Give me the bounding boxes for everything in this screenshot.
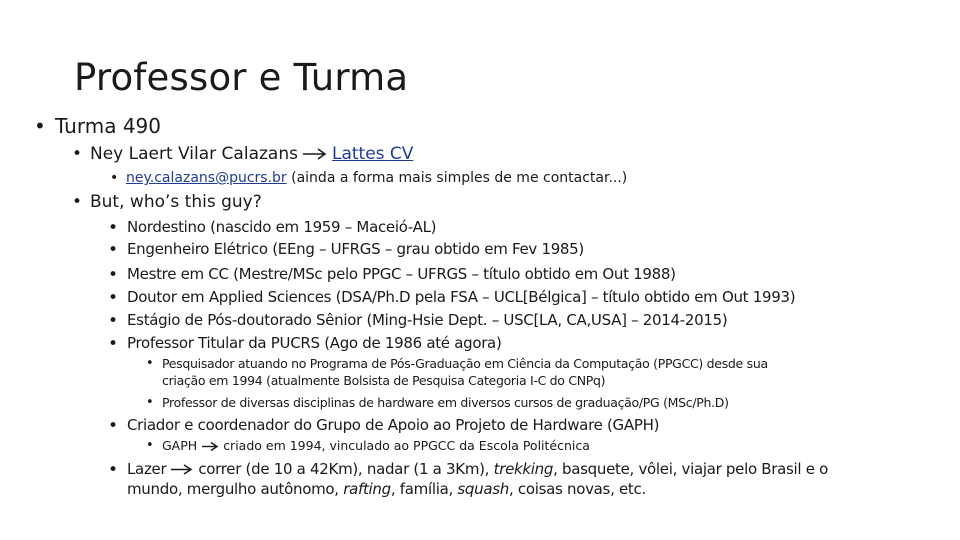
teacher-line <box>90 144 413 164</box>
lazer-text: mundo, mergulho autônomo, <box>127 480 344 498</box>
bullet: • <box>108 334 119 354</box>
bullet: • <box>108 240 119 260</box>
bullet: • <box>108 416 119 436</box>
lazer-squash: squash <box>457 480 509 498</box>
bullet: • <box>146 356 154 371</box>
slide-title: Professor e Turma <box>74 56 409 99</box>
professor-sub-item-continued: criação em 1994 (atualmente Bolsista de Pesquisa Categoria I-C do CNPq) <box>162 373 606 388</box>
bio-item: Mestre em CC (Mestre/MSc pelo PPGC – UFRGS – título obtido em Out 1988) <box>127 265 676 283</box>
bio-item: Nordestino (nascido em 1959 – Maceió-AL) <box>127 218 437 236</box>
bullet: • <box>110 170 119 186</box>
lazer-trekking: trekking <box>493 460 554 478</box>
turma-heading: Turma 490 <box>55 114 161 138</box>
professor-sub-item: Pesquisador atuando no Programa de Pós-Graduação em Ciência da Computação (PPGCC) desde sua <box>162 356 768 371</box>
bio-item: Estágio de Pós-doutorado Sênior (Ming-Hsie Dept. – USC[LA, CA,USA] – 2014-2015) <box>127 311 728 329</box>
bullet: • <box>72 192 83 212</box>
lazer-line-2 <box>127 480 646 498</box>
gaph-description: criado em 1994, vinculado ao PPGCC da Escola Politécnica <box>223 438 590 453</box>
bullet: • <box>146 395 154 410</box>
bullet: • <box>108 218 119 238</box>
teacher-name: Ney Laert Vilar Calazans <box>90 144 298 164</box>
email-link[interactable]: ney.calazans@pucrs.br <box>126 170 287 186</box>
bio-item: Doutor em Applied Sciences (DSA/Ph.D pela FSA – UCL[Bélgica] – título obtido em Out 1993) <box>127 288 796 306</box>
bullet: • <box>108 265 119 285</box>
gaph-label: GAPH <box>162 438 198 453</box>
gaph-sub-item <box>162 438 590 453</box>
professor-sub-item: Professor de diversas disciplinas de hardware em diversos cursos de graduação/PG (MSc/Ph.D) <box>162 395 729 410</box>
bio-item: Professor Titular da PUCRS (Ago de 1986 até agora) <box>127 334 502 352</box>
bullet: • <box>34 114 46 138</box>
lazer-rafting: rafting <box>343 480 391 498</box>
lazer-line-1 <box>127 460 828 478</box>
bullet: • <box>146 438 154 453</box>
bullet: • <box>108 311 119 331</box>
bio-item: Engenheiro Elétrico (EEng – UFRGS – grau obtido em Fev 1985) <box>127 240 584 258</box>
lazer-text: , família, <box>390 480 458 498</box>
arrow-right-icon <box>170 463 194 476</box>
gaph-item: Criador e coordenador do Grupo de Apoio ao Projeto de Hardware (GAPH) <box>127 416 660 434</box>
bullet: • <box>108 288 119 308</box>
who-heading: But, who’s this guy? <box>90 192 262 212</box>
lazer-text: correr (de 10 a 42Km), nadar (1 a 3Km), <box>198 460 494 478</box>
email-line <box>126 170 627 186</box>
arrow-right-icon <box>302 147 328 161</box>
lattes-cv-link[interactable]: Lattes CV <box>331 144 414 164</box>
email-note: (ainda a forma mais simples de me contactar...) <box>291 170 628 186</box>
arrow-right-icon <box>201 441 219 452</box>
bullet: • <box>108 460 119 480</box>
lazer-text: , coisas novas, etc. <box>508 480 646 498</box>
bullet: • <box>72 144 83 164</box>
lazer-label: Lazer <box>127 460 167 478</box>
lazer-text: , basquete, vôlei, viajar pelo Brasil e o <box>553 460 829 478</box>
